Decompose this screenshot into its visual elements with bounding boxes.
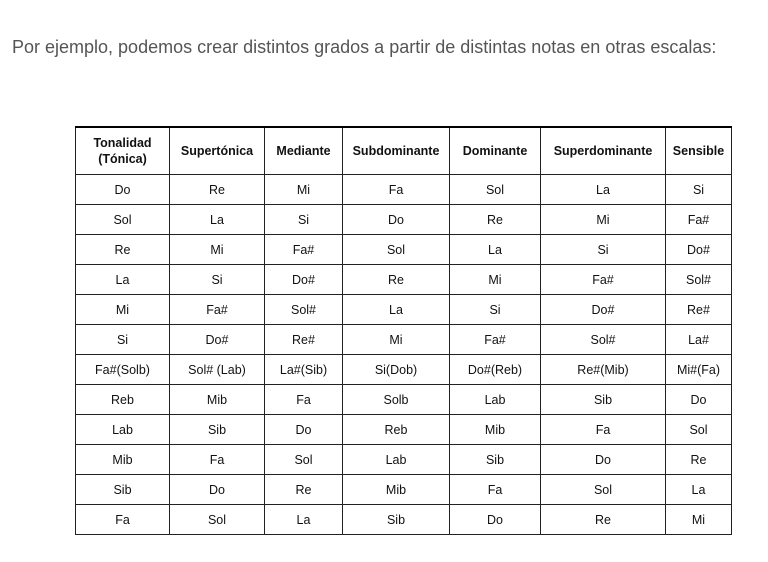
cell-tonica: Fa#(Solb) [76, 355, 170, 385]
cell-tonica: Lab [76, 415, 170, 445]
cell-dominante: Fa# [450, 325, 541, 355]
cell-subdominante: Reb [343, 415, 450, 445]
cell-supertonica: Sol# (Lab) [170, 355, 265, 385]
cell-subdominante: Sol [343, 235, 450, 265]
cell-sensible: Re# [666, 295, 732, 325]
header-subdominante: Subdominante [343, 127, 450, 175]
cell-tonica: Mib [76, 445, 170, 475]
cell-sensible: Fa# [666, 205, 732, 235]
cell-superdominante: Sol# [541, 325, 666, 355]
cell-superdominante: Re#(Mib) [541, 355, 666, 385]
cell-supertonica: Re [170, 175, 265, 205]
cell-mediante: Mi [265, 175, 343, 205]
header-tonalidad-line2: (Tónica) [98, 152, 147, 166]
cell-supertonica: Si [170, 265, 265, 295]
cell-sensible: Sol# [666, 265, 732, 295]
cell-supertonica: Do# [170, 325, 265, 355]
cell-dominante: Do#(Reb) [450, 355, 541, 385]
header-superdominante: Superdominante [541, 127, 666, 175]
cell-mediante: Do# [265, 265, 343, 295]
cell-sensible: La [666, 475, 732, 505]
cell-superdominante: Sib [541, 385, 666, 415]
cell-subdominante: Do [343, 205, 450, 235]
cell-sensible: Mi [666, 505, 732, 535]
cell-sensible: Si [666, 175, 732, 205]
header-mediante: Mediante [265, 127, 343, 175]
scale-degrees-table [75, 126, 732, 535]
cell-tonica: Mi [76, 295, 170, 325]
cell-mediante: Sol [265, 445, 343, 475]
table-header-row [76, 127, 732, 175]
header-sensible: Sensible [666, 127, 732, 175]
cell-supertonica: Mib [170, 385, 265, 415]
cell-supertonica: Sol [170, 505, 265, 535]
table-row [76, 445, 732, 475]
cell-mediante: Fa [265, 385, 343, 415]
table-row [76, 325, 732, 355]
intro-paragraph: Por ejemplo, podemos crear distintos grados a partir de distintas notas en otras escalas: [12, 37, 717, 57]
cell-mediante: Sol# [265, 295, 343, 325]
table-row [76, 265, 732, 295]
cell-subdominante: Mib [343, 475, 450, 505]
table-row [76, 475, 732, 505]
cell-dominante: Sol [450, 175, 541, 205]
cell-supertonica: Fa [170, 445, 265, 475]
cell-sensible: Do# [666, 235, 732, 265]
table-row [76, 295, 732, 325]
cell-subdominante: Solb [343, 385, 450, 415]
cell-sensible: Re [666, 445, 732, 475]
header-dominante: Dominante [450, 127, 541, 175]
cell-subdominante: Si(Dob) [343, 355, 450, 385]
cell-tonica: Sib [76, 475, 170, 505]
cell-dominante: Fa [450, 475, 541, 505]
cell-superdominante: Re [541, 505, 666, 535]
cell-dominante: Si [450, 295, 541, 325]
table-row [76, 355, 732, 385]
cell-dominante: La [450, 235, 541, 265]
cell-superdominante: Do [541, 445, 666, 475]
table-row [76, 235, 732, 265]
cell-dominante: Mib [450, 415, 541, 445]
cell-sensible: Mi#(Fa) [666, 355, 732, 385]
cell-dominante: Re [450, 205, 541, 235]
cell-supertonica: Do [170, 475, 265, 505]
cell-tonica: Re [76, 235, 170, 265]
cell-mediante: Fa# [265, 235, 343, 265]
cell-tonica: Do [76, 175, 170, 205]
cell-dominante: Sib [450, 445, 541, 475]
cell-subdominante: Mi [343, 325, 450, 355]
cell-supertonica: Sib [170, 415, 265, 445]
cell-sensible: Sol [666, 415, 732, 445]
cell-subdominante: Fa [343, 175, 450, 205]
cell-tonica: Si [76, 325, 170, 355]
cell-dominante: Mi [450, 265, 541, 295]
cell-tonica: Sol [76, 205, 170, 235]
header-tonalidad-line1: Tonalidad [93, 136, 152, 150]
table-row [76, 385, 732, 415]
cell-superdominante: La [541, 175, 666, 205]
cell-subdominante: Sib [343, 505, 450, 535]
cell-sensible: Do [666, 385, 732, 415]
cell-subdominante: Re [343, 265, 450, 295]
table-row [76, 205, 732, 235]
cell-subdominante: La [343, 295, 450, 325]
table-row [76, 415, 732, 445]
cell-supertonica: Fa# [170, 295, 265, 325]
cell-subdominante: Lab [343, 445, 450, 475]
cell-superdominante: Fa [541, 415, 666, 445]
header-supertonica: Supertónica [170, 127, 265, 175]
cell-superdominante: Si [541, 235, 666, 265]
cell-superdominante: Sol [541, 475, 666, 505]
table-body [76, 175, 732, 535]
cell-supertonica: Mi [170, 235, 265, 265]
cell-mediante: La#(Sib) [265, 355, 343, 385]
cell-mediante: Re [265, 475, 343, 505]
cell-mediante: Re# [265, 325, 343, 355]
table-row [76, 505, 732, 535]
cell-tonica: Fa [76, 505, 170, 535]
cell-mediante: Si [265, 205, 343, 235]
cell-sensible: La# [666, 325, 732, 355]
cell-dominante: Do [450, 505, 541, 535]
cell-superdominante: Mi [541, 205, 666, 235]
cell-superdominante: Do# [541, 295, 666, 325]
cell-mediante: Do [265, 415, 343, 445]
table-row [76, 175, 732, 205]
cell-tonica: La [76, 265, 170, 295]
cell-dominante: Lab [450, 385, 541, 415]
cell-mediante: La [265, 505, 343, 535]
cell-tonica: Reb [76, 385, 170, 415]
header-tonalidad [76, 127, 170, 175]
cell-superdominante: Fa# [541, 265, 666, 295]
cell-supertonica: La [170, 205, 265, 235]
